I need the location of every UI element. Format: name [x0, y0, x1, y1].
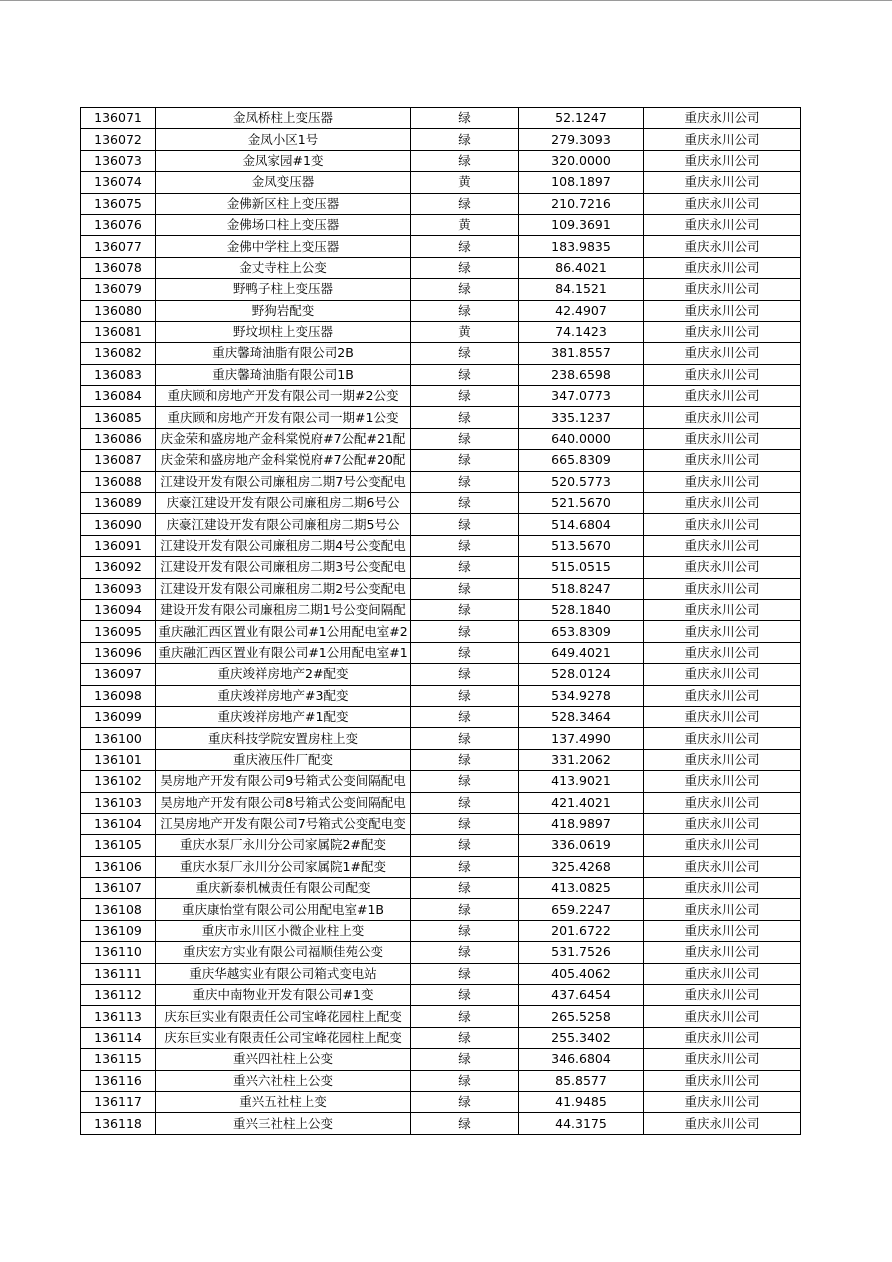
company-cell: 重庆永川公司	[644, 172, 801, 193]
station-name-cell: 江昊房地产开发有限公司7号箱式公变配电变	[156, 813, 411, 834]
table-row	[81, 878, 801, 899]
station-id-cell: 136085	[81, 407, 156, 428]
value-cell: 210.7216	[519, 193, 644, 214]
station-name-cell: 重庆市永川区小微企业柱上变	[156, 920, 411, 941]
station-id-cell: 136080	[81, 300, 156, 321]
table-row	[81, 642, 801, 663]
status-cell: 绿	[411, 493, 519, 514]
station-name-cell: 庆东巨实业有限责任公司宝峰花园柱上配变	[156, 1006, 411, 1027]
status-cell: 绿	[411, 792, 519, 813]
station-name-cell: 建设开发有限公司廉租房二期1号公变间隔配	[156, 599, 411, 620]
station-id-cell: 136116	[81, 1070, 156, 1091]
company-cell: 重庆永川公司	[644, 1027, 801, 1048]
status-cell: 绿	[411, 664, 519, 685]
status-cell: 绿	[411, 878, 519, 899]
station-id-cell: 136106	[81, 856, 156, 877]
value-cell: 201.6722	[519, 920, 644, 941]
table-row	[81, 706, 801, 727]
table-row	[81, 193, 801, 214]
value-cell: 109.3691	[519, 214, 644, 235]
status-cell: 绿	[411, 728, 519, 749]
station-name-cell: 重庆科技学院安置房柱上变	[156, 728, 411, 749]
company-cell: 重庆永川公司	[644, 792, 801, 813]
station-name-cell: 庆金荣和盛房地产金科棠悦府#7公配#20配	[156, 450, 411, 471]
station-id-cell: 136081	[81, 321, 156, 342]
company-cell: 重庆永川公司	[644, 749, 801, 770]
status-cell: 绿	[411, 813, 519, 834]
value-cell: 514.6804	[519, 514, 644, 535]
station-id-cell: 136093	[81, 578, 156, 599]
value-cell: 265.5258	[519, 1006, 644, 1027]
station-id-cell: 136096	[81, 642, 156, 663]
station-name-cell: 重庆馨琦油脂有限公司1B	[156, 364, 411, 385]
station-id-cell: 136086	[81, 428, 156, 449]
company-cell: 重庆永川公司	[644, 321, 801, 342]
status-cell: 绿	[411, 599, 519, 620]
status-cell: 绿	[411, 386, 519, 407]
station-id-cell: 136097	[81, 664, 156, 685]
station-id-cell: 136092	[81, 557, 156, 578]
value-cell: 84.1521	[519, 279, 644, 300]
status-cell: 绿	[411, 428, 519, 449]
table-row	[81, 942, 801, 963]
company-cell: 重庆永川公司	[644, 642, 801, 663]
station-id-cell: 136108	[81, 899, 156, 920]
table-row	[81, 835, 801, 856]
value-cell: 518.8247	[519, 578, 644, 599]
company-cell: 重庆永川公司	[644, 150, 801, 171]
table-row	[81, 963, 801, 984]
station-name-cell: 重庆中南物业开发有限公司#1变	[156, 985, 411, 1006]
station-name-cell: 重庆竣祥房地产#3配变	[156, 685, 411, 706]
station-name-cell: 金凤小区1号	[156, 129, 411, 150]
status-cell: 绿	[411, 771, 519, 792]
status-cell: 绿	[411, 899, 519, 920]
table-row	[81, 771, 801, 792]
table-row	[81, 1113, 801, 1134]
station-id-cell: 136110	[81, 942, 156, 963]
value-cell: 659.2247	[519, 899, 644, 920]
value-cell: 335.1237	[519, 407, 644, 428]
station-id-cell: 136094	[81, 599, 156, 620]
value-cell: 183.9835	[519, 236, 644, 257]
status-cell: 绿	[411, 150, 519, 171]
station-name-cell: 重庆液压件厂配变	[156, 749, 411, 770]
station-name-cell: 重庆宏方实业有限公司福顺佳苑公变	[156, 942, 411, 963]
company-cell: 重庆永川公司	[644, 193, 801, 214]
status-cell: 绿	[411, 578, 519, 599]
table-row	[81, 1049, 801, 1070]
value-cell: 85.8577	[519, 1070, 644, 1091]
company-cell: 重庆永川公司	[644, 578, 801, 599]
station-id-cell: 136090	[81, 514, 156, 535]
station-name-cell: 重庆顾和房地产开发有限公司一期#2公变	[156, 386, 411, 407]
station-id-cell: 136088	[81, 471, 156, 492]
company-cell: 重庆永川公司	[644, 129, 801, 150]
station-id-cell: 136114	[81, 1027, 156, 1048]
table-row	[81, 578, 801, 599]
company-cell: 重庆永川公司	[644, 599, 801, 620]
table-row	[81, 749, 801, 770]
company-cell: 重庆永川公司	[644, 108, 801, 129]
table-row	[81, 1027, 801, 1048]
company-cell: 重庆永川公司	[644, 279, 801, 300]
station-id-cell: 136109	[81, 920, 156, 941]
station-name-cell: 重兴五社柱上变	[156, 1091, 411, 1112]
table-row	[81, 920, 801, 941]
station-id-cell: 136087	[81, 450, 156, 471]
status-cell: 绿	[411, 1049, 519, 1070]
station-id-cell: 136100	[81, 728, 156, 749]
value-cell: 381.8557	[519, 343, 644, 364]
value-cell: 331.2062	[519, 749, 644, 770]
status-cell: 绿	[411, 514, 519, 535]
value-cell: 515.0515	[519, 557, 644, 578]
value-cell: 521.5670	[519, 493, 644, 514]
value-cell: 649.4021	[519, 642, 644, 663]
status-cell: 绿	[411, 193, 519, 214]
value-cell: 41.9485	[519, 1091, 644, 1112]
company-cell: 重庆永川公司	[644, 214, 801, 235]
status-cell: 绿	[411, 407, 519, 428]
station-id-cell: 136118	[81, 1113, 156, 1134]
station-id-cell: 136098	[81, 685, 156, 706]
table-row	[81, 471, 801, 492]
status-cell: 绿	[411, 236, 519, 257]
station-name-cell: 重庆融汇西区置业有限公司#1公用配电室#1	[156, 642, 411, 663]
company-cell: 重庆永川公司	[644, 493, 801, 514]
station-name-cell: 重兴四社柱上公变	[156, 1049, 411, 1070]
station-id-cell: 136107	[81, 878, 156, 899]
station-name-cell: 重庆融汇西区置业有限公司#1公用配电室#2	[156, 621, 411, 642]
value-cell: 413.0825	[519, 878, 644, 899]
table-row	[81, 514, 801, 535]
station-id-cell: 136078	[81, 257, 156, 278]
page-top-rule	[0, 0, 892, 1]
station-name-cell: 重庆竣祥房地产2#配变	[156, 664, 411, 685]
company-cell: 重庆永川公司	[644, 771, 801, 792]
station-id-cell: 136099	[81, 706, 156, 727]
table-row	[81, 1006, 801, 1027]
value-cell: 44.3175	[519, 1113, 644, 1134]
table-row	[81, 664, 801, 685]
station-name-cell: 金佛场口柱上变压器	[156, 214, 411, 235]
station-name-cell: 野鸭子柱上变压器	[156, 279, 411, 300]
company-cell: 重庆永川公司	[644, 557, 801, 578]
table-row	[81, 985, 801, 1006]
value-cell: 86.4021	[519, 257, 644, 278]
value-cell: 108.1897	[519, 172, 644, 193]
table-row	[81, 792, 801, 813]
station-id-cell: 136084	[81, 386, 156, 407]
company-cell: 重庆永川公司	[644, 300, 801, 321]
status-cell: 绿	[411, 364, 519, 385]
status-cell: 绿	[411, 1113, 519, 1134]
company-cell: 重庆永川公司	[644, 257, 801, 278]
station-name-cell: 江建设开发有限公司廉租房二期2号公变配电	[156, 578, 411, 599]
company-cell: 重庆永川公司	[644, 1113, 801, 1134]
status-cell: 绿	[411, 471, 519, 492]
status-cell: 绿	[411, 835, 519, 856]
station-name-cell: 重兴三社柱上公变	[156, 1113, 411, 1134]
station-name-cell: 重兴六社柱上公变	[156, 1070, 411, 1091]
company-cell: 重庆永川公司	[644, 471, 801, 492]
station-name-cell: 庆豪江建设开发有限公司廉租房二期5号公	[156, 514, 411, 535]
value-cell: 74.1423	[519, 321, 644, 342]
status-cell: 绿	[411, 621, 519, 642]
company-cell: 重庆永川公司	[644, 963, 801, 984]
table-row	[81, 386, 801, 407]
transformer-table	[80, 107, 801, 1135]
value-cell: 528.3464	[519, 706, 644, 727]
status-cell: 绿	[411, 642, 519, 663]
table-row	[81, 321, 801, 342]
status-cell: 绿	[411, 343, 519, 364]
station-id-cell: 136104	[81, 813, 156, 834]
company-cell: 重庆永川公司	[644, 835, 801, 856]
company-cell: 重庆永川公司	[644, 706, 801, 727]
value-cell: 531.7526	[519, 942, 644, 963]
status-cell: 绿	[411, 535, 519, 556]
table-row	[81, 172, 801, 193]
value-cell: 528.0124	[519, 664, 644, 685]
value-cell: 279.3093	[519, 129, 644, 150]
station-name-cell: 庆金荣和盛房地产金科棠悦府#7公配#21配	[156, 428, 411, 449]
status-cell: 绿	[411, 856, 519, 877]
value-cell: 255.3402	[519, 1027, 644, 1048]
station-name-cell: 金佛新区柱上变压器	[156, 193, 411, 214]
company-cell: 重庆永川公司	[644, 985, 801, 1006]
station-id-cell: 136076	[81, 214, 156, 235]
station-name-cell: 重庆华越实业有限公司箱式变电站	[156, 963, 411, 984]
company-cell: 重庆永川公司	[644, 535, 801, 556]
table-row	[81, 728, 801, 749]
company-cell: 重庆永川公司	[644, 1049, 801, 1070]
station-name-cell: 江建设开发有限公司廉租房二期7号公变配电	[156, 471, 411, 492]
status-cell: 绿	[411, 257, 519, 278]
value-cell: 513.5670	[519, 535, 644, 556]
station-name-cell: 重庆竣祥房地产#1配变	[156, 706, 411, 727]
station-id-cell: 136074	[81, 172, 156, 193]
status-cell: 绿	[411, 108, 519, 129]
table-row	[81, 493, 801, 514]
company-cell: 重庆永川公司	[644, 236, 801, 257]
value-cell: 534.9278	[519, 685, 644, 706]
table-row	[81, 108, 801, 129]
table-row	[81, 300, 801, 321]
station-id-cell: 136073	[81, 150, 156, 171]
company-cell: 重庆永川公司	[644, 407, 801, 428]
company-cell: 重庆永川公司	[644, 920, 801, 941]
status-cell: 绿	[411, 1091, 519, 1112]
status-cell: 黄	[411, 172, 519, 193]
station-id-cell: 136072	[81, 129, 156, 150]
station-name-cell: 昊房地产开发有限公司9号箱式公变间隔配电	[156, 771, 411, 792]
station-id-cell: 136111	[81, 963, 156, 984]
value-cell: 325.4268	[519, 856, 644, 877]
status-cell: 绿	[411, 1070, 519, 1091]
station-name-cell: 金凤家园#1变	[156, 150, 411, 171]
value-cell: 320.0000	[519, 150, 644, 171]
station-name-cell: 庆豪江建设开发有限公司廉租房二期6号公	[156, 493, 411, 514]
status-cell: 绿	[411, 129, 519, 150]
status-cell: 绿	[411, 1006, 519, 1027]
station-name-cell: 重庆新泰机械责任有限公司配变	[156, 878, 411, 899]
station-id-cell: 136115	[81, 1049, 156, 1070]
station-name-cell: 江建设开发有限公司廉租房二期4号公变配电	[156, 535, 411, 556]
status-cell: 绿	[411, 706, 519, 727]
station-id-cell: 136101	[81, 749, 156, 770]
company-cell: 重庆永川公司	[644, 1006, 801, 1027]
value-cell: 336.0619	[519, 835, 644, 856]
company-cell: 重庆永川公司	[644, 664, 801, 685]
status-cell: 绿	[411, 963, 519, 984]
station-name-cell: 金凤桥柱上变压器	[156, 108, 411, 129]
station-name-cell: 金凤变压器	[156, 172, 411, 193]
value-cell: 346.6804	[519, 1049, 644, 1070]
station-name-cell: 野狗岩配变	[156, 300, 411, 321]
company-cell: 重庆永川公司	[644, 343, 801, 364]
table-row	[81, 685, 801, 706]
table-row	[81, 813, 801, 834]
status-cell: 绿	[411, 279, 519, 300]
station-id-cell: 136117	[81, 1091, 156, 1112]
value-cell: 421.4021	[519, 792, 644, 813]
company-cell: 重庆永川公司	[644, 942, 801, 963]
station-id-cell: 136112	[81, 985, 156, 1006]
station-id-cell: 136071	[81, 108, 156, 129]
station-name-cell: 重庆馨琦油脂有限公司2B	[156, 343, 411, 364]
station-name-cell: 野坟坝柱上变压器	[156, 321, 411, 342]
station-name-cell: 重庆康怡堂有限公司公用配电室#1B	[156, 899, 411, 920]
status-cell: 绿	[411, 920, 519, 941]
station-id-cell: 136083	[81, 364, 156, 385]
company-cell: 重庆永川公司	[644, 899, 801, 920]
station-id-cell: 136082	[81, 343, 156, 364]
company-cell: 重庆永川公司	[644, 514, 801, 535]
station-name-cell: 金丈寺柱上公变	[156, 257, 411, 278]
status-cell: 绿	[411, 557, 519, 578]
station-id-cell: 136102	[81, 771, 156, 792]
value-cell: 347.0773	[519, 386, 644, 407]
station-id-cell: 136091	[81, 535, 156, 556]
table-row	[81, 407, 801, 428]
status-cell: 黄	[411, 321, 519, 342]
station-name-cell: 昊房地产开发有限公司8号箱式公变间隔配电	[156, 792, 411, 813]
station-id-cell: 136077	[81, 236, 156, 257]
table-row	[81, 236, 801, 257]
status-cell: 绿	[411, 749, 519, 770]
table-row	[81, 428, 801, 449]
station-name-cell: 金佛中学柱上变压器	[156, 236, 411, 257]
company-cell: 重庆永川公司	[644, 450, 801, 471]
status-cell: 黄	[411, 214, 519, 235]
station-name-cell: 重庆水泵厂永川分公司家属院2#配变	[156, 835, 411, 856]
company-cell: 重庆永川公司	[644, 685, 801, 706]
value-cell: 528.1840	[519, 599, 644, 620]
station-id-cell: 136103	[81, 792, 156, 813]
value-cell: 238.6598	[519, 364, 644, 385]
table-row	[81, 1091, 801, 1112]
table-row	[81, 343, 801, 364]
station-id-cell: 136105	[81, 835, 156, 856]
status-cell: 绿	[411, 685, 519, 706]
company-cell: 重庆永川公司	[644, 813, 801, 834]
value-cell: 437.6454	[519, 985, 644, 1006]
station-name-cell: 重庆水泵厂永川分公司家属院1#配变	[156, 856, 411, 877]
company-cell: 重庆永川公司	[644, 1091, 801, 1112]
status-cell: 绿	[411, 985, 519, 1006]
table-row	[81, 364, 801, 385]
table-row	[81, 279, 801, 300]
company-cell: 重庆永川公司	[644, 621, 801, 642]
value-cell: 137.4990	[519, 728, 644, 749]
table-row	[81, 150, 801, 171]
table-row	[81, 899, 801, 920]
station-name-cell: 庆东巨实业有限责任公司宝峰花园柱上配变	[156, 1027, 411, 1048]
station-name-cell: 江建设开发有限公司廉租房二期3号公变配电	[156, 557, 411, 578]
value-cell: 418.9897	[519, 813, 644, 834]
table-row	[81, 1070, 801, 1091]
transformer-table-body	[81, 108, 801, 1135]
company-cell: 重庆永川公司	[644, 1070, 801, 1091]
table-row	[81, 257, 801, 278]
table-row	[81, 856, 801, 877]
table-row	[81, 557, 801, 578]
table-row	[81, 621, 801, 642]
value-cell: 520.5773	[519, 471, 644, 492]
status-cell: 绿	[411, 1027, 519, 1048]
status-cell: 绿	[411, 942, 519, 963]
station-id-cell: 136075	[81, 193, 156, 214]
value-cell: 405.4062	[519, 963, 644, 984]
value-cell: 413.9021	[519, 771, 644, 792]
value-cell: 42.4907	[519, 300, 644, 321]
station-id-cell: 136079	[81, 279, 156, 300]
status-cell: 绿	[411, 450, 519, 471]
station-id-cell: 136113	[81, 1006, 156, 1027]
value-cell: 665.8309	[519, 450, 644, 471]
table-row	[81, 599, 801, 620]
status-cell: 绿	[411, 300, 519, 321]
company-cell: 重庆永川公司	[644, 428, 801, 449]
station-id-cell: 136089	[81, 493, 156, 514]
station-name-cell: 重庆顾和房地产开发有限公司一期#1公变	[156, 407, 411, 428]
value-cell: 640.0000	[519, 428, 644, 449]
company-cell: 重庆永川公司	[644, 856, 801, 877]
value-cell: 653.8309	[519, 621, 644, 642]
value-cell: 52.1247	[519, 108, 644, 129]
station-id-cell: 136095	[81, 621, 156, 642]
table-row	[81, 450, 801, 471]
table-row	[81, 214, 801, 235]
company-cell: 重庆永川公司	[644, 728, 801, 749]
table-row	[81, 129, 801, 150]
company-cell: 重庆永川公司	[644, 364, 801, 385]
company-cell: 重庆永川公司	[644, 878, 801, 899]
table-row	[81, 535, 801, 556]
company-cell: 重庆永川公司	[644, 386, 801, 407]
